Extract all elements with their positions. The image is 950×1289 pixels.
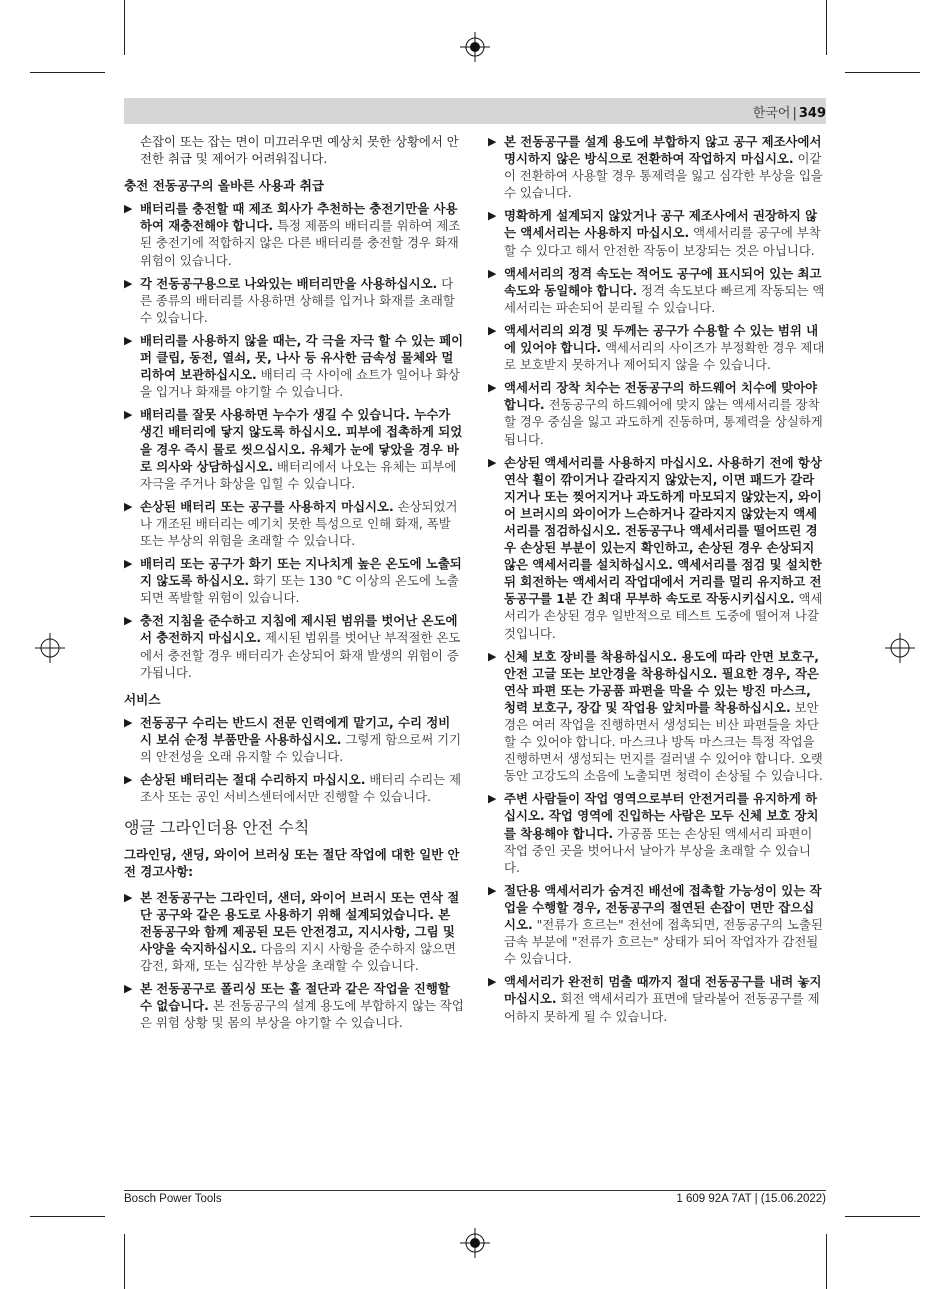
bullet-arrow-icon: ▶ bbox=[124, 773, 133, 787]
safety-item-explanation: 정격 속도보다 빠르게 작동되는 액세서리는 파손되어 분리될 수 있습니다. bbox=[504, 282, 825, 315]
safety-item bbox=[488, 790, 826, 875]
safety-item-warning: 배터리 또는 공구가 화기 또는 지나치게 높은 온도에 노출되지 않도록 하십시오. bbox=[140, 556, 462, 589]
footer-rule bbox=[124, 1190, 826, 1191]
registration-mark-top-icon bbox=[460, 32, 490, 62]
section-heading-service: 서비스 bbox=[124, 691, 161, 707]
safety-item bbox=[488, 648, 826, 785]
bullet-arrow-icon: ▶ bbox=[488, 649, 497, 663]
bullet-arrow-icon: ▶ bbox=[124, 499, 133, 513]
safety-item-explanation: 배터리 수리는 제조사 또는 공인 서비스센터에서만 진행할 수 있습니다. bbox=[140, 772, 462, 805]
bullet-arrow-icon: ▶ bbox=[488, 975, 497, 989]
safety-item-warning: 배터리를 사용하지 않을 때는, 각 극을 자극 할 수 있는 페이퍼 클립, 동전, 열쇠, 못, 나사 등 유사한 금속성 물체와 멀리하여 보관하십시오. bbox=[140, 332, 464, 383]
safety-item-explanation: "전류가 흐르는" 전선에 접촉되면, 전동공구의 노출된 금속 부분에 "전류가 흐르는" 상태가 되어 작업자가 감전될 수 있습니다. bbox=[504, 917, 823, 967]
header-language: 한국어 bbox=[752, 106, 791, 121]
grinding-safety-list bbox=[124, 889, 464, 1032]
safety-item bbox=[124, 406, 464, 491]
safety-item bbox=[488, 454, 826, 642]
safety-item bbox=[488, 882, 826, 967]
safety-item-explanation: 회전 액세서리가 표면에 달라붙어 전동공구를 제어하지 못하게 될 수 있습니다. bbox=[504, 991, 820, 1024]
bullet-arrow-icon: ▶ bbox=[124, 276, 133, 290]
safety-item-warning: 액세서리의 외경 및 두께는 공구가 수용할 수 있는 범위 내에 있어야 합니다. bbox=[504, 322, 819, 356]
safety-item-explanation: 그렇게 함으로써 기기의 안전성을 오래 유지할 수 있습니다. bbox=[140, 731, 462, 764]
bullet-arrow-icon: ▶ bbox=[488, 209, 497, 223]
page-header bbox=[124, 98, 826, 124]
safety-item-warning: 배터리를 충전할 때 제조 회사가 추천하는 충전기만을 사용하여 재충전해야 합니다. bbox=[140, 201, 458, 234]
safety-item bbox=[488, 322, 826, 373]
safety-item bbox=[124, 771, 464, 805]
safety-item bbox=[124, 555, 464, 606]
bullet-arrow-icon: ▶ bbox=[124, 890, 133, 904]
safety-item bbox=[488, 265, 826, 316]
safety-item-explanation: 본 전동공구의 설계 용도에 부합하지 않는 작업은 위험 상황 및 몸의 부상을 야기할 수 있습니다. bbox=[140, 998, 464, 1031]
safety-item-explanation: 보안경은 여러 작업을 진행하면서 생성되는 비산 파편들을 차단할 수 있어야 합니다. 마스크나 방독 마스크는 특정 작업을 진행하면서 생성되는 먼지를 걸러낼 수 있어야 합니다. 오랫동안 고강도의 소음에 노출되면 청력이 손상될 수 있습니다. bbox=[504, 699, 823, 784]
bullet-arrow-icon: ▶ bbox=[124, 614, 133, 628]
crop-mark-bottom-right-h bbox=[845, 1216, 920, 1217]
safety-item bbox=[124, 980, 464, 1031]
safety-item-warning: 손상된 배터리는 절대 수리하지 마십시오. bbox=[140, 772, 366, 788]
safety-item-warning: 명확하게 설계되지 않았거나 공구 제조사에서 권장하지 않는 액세서리는 사용하지 마십시오. bbox=[504, 208, 818, 241]
crop-mark-bottom-left-h bbox=[30, 1216, 105, 1217]
bullet-arrow-icon: ▶ bbox=[488, 266, 497, 280]
safety-item-explanation: 액세서리가 손상된 경우 일반적으로 테스트 도중에 떨어져 나갈 것입니다. bbox=[504, 591, 823, 641]
page-number: 349 bbox=[798, 106, 826, 121]
safety-item-warning: 본 전동공구는 그라인더, 샌더, 와이어 브러시 또는 연삭 절단 공구와 같은 용도로 사용하기 위해 설계되었습니다. 본 전동공구와 함께 제공된 모든 안전경고, 지시사항, 그림 및 사양을 숙지하십시오. bbox=[140, 889, 460, 956]
safety-item-explanation: 가공품 또는 손상된 액세서리 파편이 작업 중인 곳을 벗어나서 날아가 부상을 초래할 수 있습니다. bbox=[504, 825, 813, 875]
crop-mark-top-right-h bbox=[845, 72, 920, 73]
safety-item-warning: 손상된 액세서리를 사용하지 마십시오. 사용하기 전에 항상 연삭 휠이 깎이거나 갈라지지 않았는지, 이면 패드가 갈라지거나 또는 찢어지거나 과도하게 마모되지 않았는지, 와이어 브러시의 와이어가 느슨하거나 갈라지지 않았는지 액세서리를 점검하십시오. 전동공구나 액세서리를 떨어뜨린 경우 손상된 부분이 있는지 확인하고, 손상된 경우 손상되지 않은 액세서리를 설치하십시오. 액세서리를 점검 및 설치한 뒤 회전하는 액세서리 작업대에서 거리를 멀리 유지하고 전동공구를 1분 간 최대 무부하 속도로 작동시키십시오. bbox=[504, 454, 822, 607]
header-separator: | bbox=[792, 106, 797, 121]
header-label bbox=[753, 102, 826, 121]
bullet-arrow-icon: ▶ bbox=[124, 202, 133, 216]
safety-item-explanation: 화기 또는 130 °C 이상의 온도에 노출되면 폭발할 위험이 있습니다. bbox=[140, 573, 459, 606]
safety-item-warning: 배터리를 잘못 사용하면 누수가 생길 수 있습니다. 누수가 생긴 배터리에 닿지 않도록 하십시오. 피부에 접촉하게 되었을 경우 즉시 물로 씻으십시오. 유체가 눈에 닿았을 경우 바로 의사와 상담하십시오. bbox=[140, 407, 463, 474]
safety-item-warning: 액세서리가 완전히 멈출 때까지 절대 전동공구를 내려 놓지 마십시오. bbox=[504, 974, 822, 1007]
bullet-arrow-icon: ▶ bbox=[124, 982, 133, 996]
bullet-arrow-icon: ▶ bbox=[124, 408, 133, 422]
footer-doc-number: 1 609 92A 7AT | (15.06.2022) bbox=[676, 1193, 826, 1205]
safety-item-warning: 전동공구 수리는 반드시 전문 인력에게 맡기고, 수리 정비 시 보쉬 순정 부품만을 사용하십시오. bbox=[140, 714, 451, 747]
accessory-safety-list bbox=[488, 133, 826, 1025]
safety-item bbox=[124, 498, 464, 549]
safety-item-warning: 액세서리의 정격 속도는 적어도 공구에 표시되어 있는 최고 속도와 동일해야 합니다. bbox=[504, 265, 822, 298]
safety-item-warning: 손상된 배터리 또는 공구를 사용하지 마십시오. bbox=[140, 498, 394, 514]
safety-item-explanation: 전동공구의 하드웨어에 맞지 않는 액세서리를 장착할 경우 중심을 잃고 과도하게 진동하며, 통제력을 상실하게 됩니다. bbox=[504, 397, 823, 447]
safety-item-explanation: 특정 제품의 배터리를 위하여 제조된 충전기에 적합하지 않은 다른 배터리를 충전할 경우 화재 위험이 있습니다. bbox=[140, 218, 461, 268]
safety-item-explanation: 배터리에서 나오는 유체는 피부에 자극을 주거나 화상을 입힐 수 있습니다. bbox=[140, 458, 457, 491]
safety-item-explanation: 손상되었거나 개조된 배터리는 예기치 못한 특성으로 인해 화재, 폭발 또는 부상의 위험을 초래할 수 있습니다. bbox=[140, 498, 458, 548]
service-safety-list bbox=[124, 714, 464, 805]
safety-item-warning: 본 전동공구를 설계 용도에 부합하지 않고 공구 제조사에서 명시하지 않은 방식으로 전환하여 작업하지 마십시오. bbox=[504, 134, 822, 167]
bullet-arrow-icon: ▶ bbox=[488, 323, 497, 337]
safety-item-explanation: 액세서리를 공구에 부착할 수 있다고 해서 안전한 작동이 보장되는 것은 아닙니다. bbox=[504, 225, 821, 258]
safety-item bbox=[124, 714, 464, 765]
safety-item-warning: 절단용 액세서리가 숨겨진 배선에 접촉할 가능성이 있는 작업을 수행할 경우, 전동공구의 절연된 손잡이 면만 잡으십시오. bbox=[504, 882, 822, 933]
bullet-arrow-icon: ▶ bbox=[488, 135, 497, 148]
section-heading-battery: 충전 전동공구의 올바른 사용과 취급 bbox=[124, 178, 325, 194]
registration-mark-right-icon bbox=[885, 633, 915, 663]
heading-angle-grinder: 앵글 그라인더용 안전 수칙 bbox=[124, 818, 310, 838]
safety-item bbox=[124, 332, 464, 400]
safety-item-warning: 본 전동공구로 폴리싱 또는 홀 절단과 같은 작업을 진행할 수 없습니다. bbox=[140, 981, 450, 1014]
safety-item bbox=[488, 207, 826, 258]
safety-item bbox=[488, 133, 826, 201]
right-column bbox=[488, 133, 826, 1031]
left-column bbox=[124, 133, 464, 1037]
bullet-arrow-icon: ▶ bbox=[124, 715, 133, 729]
safety-item-warning: 신체 보호 장비를 착용하십시오. 용도에 따라 안면 보호구, 안전 고글 또는 보안경을 착용하십시오. 필요한 경우, 작은 연삭 파편 또는 가공품 파편을 막을 수 있는 방진 마스크, 청력 보호구, 장갑 및 작업용 앞치마를 착용하십시오. bbox=[504, 648, 819, 715]
safety-item bbox=[488, 973, 826, 1024]
safety-item bbox=[124, 275, 464, 326]
bullet-arrow-icon: ▶ bbox=[124, 333, 133, 347]
safety-item-warning: 액세서리 장착 치수는 전동공구의 하드웨어 치수에 맞아야 합니다. bbox=[504, 380, 818, 413]
crop-mark-top-left-v bbox=[124, 0, 125, 55]
bullet-arrow-icon: ▶ bbox=[488, 455, 497, 469]
registration-mark-left-icon bbox=[35, 633, 65, 663]
safety-item-warning: 주변 사람들이 작업 영역으로부터 안전거리를 유지하게 하십시오. 작업 영역에 진입하는 사람은 모두 신체 보호 장치를 착용해야 합니다. bbox=[504, 791, 819, 841]
crop-mark-bottom-right-v bbox=[826, 1234, 827, 1289]
bullet-arrow-icon: ▶ bbox=[488, 792, 497, 806]
safety-item-explanation: 다음의 지시 사항을 준수하지 않으면 감전, 화재, 또는 심각한 부상을 초래할 수 있습니다. bbox=[140, 940, 456, 973]
intro-paragraph: 손잡이 또는 잡는 면이 미끄러우면 예상치 못한 상황에서 안전한 취급 및 제어가 어려워집니다. bbox=[140, 134, 459, 167]
safety-item bbox=[124, 612, 464, 680]
safety-item bbox=[124, 200, 464, 268]
crop-mark-top-right-v bbox=[826, 0, 827, 55]
crop-mark-top-left-h bbox=[30, 72, 105, 73]
crop-mark-bottom-left-v bbox=[124, 1234, 125, 1289]
bullet-arrow-icon: ▶ bbox=[488, 381, 497, 395]
safety-item-explanation: 이같이 전환하여 사용할 경우 통제력을 잃고 심각한 부상을 입을 수 있습니다. bbox=[504, 151, 823, 201]
grinding-intro: 그라인딩, 샌딩, 와이어 브러싱 또는 절단 작업에 대한 일반 안전 경고사항: bbox=[124, 847, 460, 880]
bullet-arrow-icon: ▶ bbox=[488, 883, 497, 897]
battery-safety-list bbox=[124, 200, 464, 680]
safety-item bbox=[488, 379, 826, 447]
safety-item-explanation: 배터리 극 사이에 쇼트가 일어나 화상을 입거나 화재를 야기할 수 있습니다. bbox=[140, 367, 460, 400]
safety-item-explanation: 액세서리의 사이즈가 부정확한 경우 제대로 보호받지 못하거나 제어되지 않을 수 있습니다. bbox=[504, 340, 825, 373]
registration-mark-bottom-icon bbox=[460, 1228, 490, 1258]
safety-item-explanation: 제시된 범위를 벗어난 부적절한 온도에서 충전할 경우 배터리가 손상되어 화재 발생의 위험이 증가됩니다. bbox=[140, 630, 461, 680]
safety-item-warning: 각 전동공구용으로 나와있는 배터리만을 사용하십시오. bbox=[140, 275, 438, 291]
footer-brand: Bosch Power Tools bbox=[124, 1193, 222, 1205]
bullet-arrow-icon: ▶ bbox=[124, 557, 133, 571]
safety-item-explanation: 다른 종류의 배터리를 사용하면 상해를 입거나 화재를 초래할 수 있습니다. bbox=[140, 275, 455, 325]
safety-item bbox=[124, 889, 464, 974]
safety-item-warning: 충전 지침을 준수하고 지침에 제시된 범위를 벗어난 온도에서 충전하지 마십시오. bbox=[140, 613, 458, 646]
